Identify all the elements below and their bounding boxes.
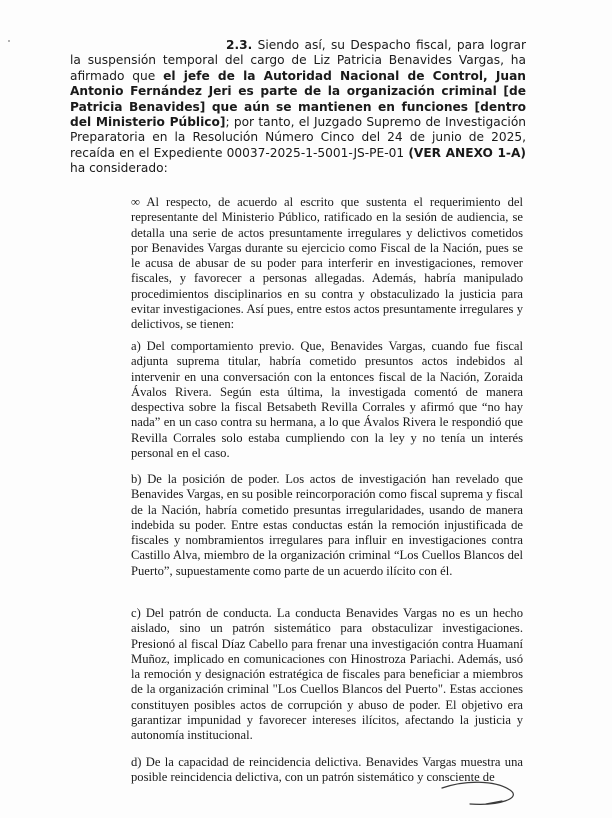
quote-paragraph-b: b) De la posición de poder. Los actos de investigación han revelado que Benavides Vargas, en su posible reincorporación como fiscal suprema y fiscal de la Nación, habría cometido presuntas irregularidades, usando de manera indebida su poder. Entre estas conductas están la remoción injustificada de fiscales y nombramientos irregulares para influir en investigaciones contra Castillo Alva, miembro de la organización criminal “Los Cuellos Blancos del Puerto”, supuestamente como parte de un acuerdo ilícito con él. xyxy=(131,472,523,578)
quote-paragraph-c: c) Del patrón de conducta. La conducta Benavides Vargas no es un hecho aislado, sino un patrón sistemático para obstaculizar investigaciones. Presionó al fiscal Díaz Cabello para frenar una investigación contra Huamaní Muñoz, implicado en comunicaciones con Hinostroza Pariachi. Además, usó la remoción y designación estratégica de fiscales para beneficiar a miembros de la organización criminal "Los Cuellos Blancos del Puerto". Estas acciones constituyen posibles actos de corrupción y abuso de poder. El objetivo era garantizar impunidad y favorecer intereses ilícitos, afectando la justicia y autonomía institucional. xyxy=(131,606,523,743)
quote-paragraph-d: d) De la capacidad de reincidencia delictiva. Benavides Vargas muestra una posible reincidencia delictiva, con un patrón sistemático y consciente de xyxy=(131,755,523,785)
intro-text-3: ha considerado: xyxy=(70,161,168,176)
intro-paragraph xyxy=(70,38,526,177)
handwritten-signature-mark xyxy=(440,774,530,814)
quote-paragraph-a: a) Del comportamiento previo. Que, Benavides Vargas, cuando fue fiscal adjunta suprema titular, habría cometido presuntos actos indebidos al intervenir en una conversación con la entonces fiscal de la Nación, Zoraida Ávalos Rivera. Según esta última, la investigada comentó de manera despectiva sobre la fiscal Betsabeth Revilla Corrales y afirmó que “no hay nada” en un caso contra su hermana, a lo que Ávalos Rivera le respondió que Revilla Corrales solo estaba cumpliendo con la ley y no tenía un interés personal en el caso. xyxy=(131,339,523,461)
margin-speck xyxy=(8,40,10,42)
section-number: 2.3. xyxy=(226,38,253,52)
quote-paragraph-intro: ∞ Al respecto, de acuerdo al escrito que sustenta el requerimiento del representante del Ministerio Público, ratificado en la sesión de audiencia, se detalla una serie de actos presuntamente irregulares y delictivos cometidos por Benavides Vargas durante su ejercicio como Fiscal de la Nación, pues se le acusa de abusar de su poder para interferir en investigaciones, remover fiscales, y favorecer a personas allegadas. Además, habría manipulado procedimientos disciplinarios en su contra y obstaculizado la justicia para evitar investigaciones. Así pues, entre estos actos presuntamente irregulares y delictivos, se tienen: xyxy=(131,195,523,332)
annex-reference: (VER ANEXO 1-A) xyxy=(408,145,526,160)
intro-bold-claim: el jefe de la Autoridad Nacional de Control, Juan Antonio Fernández Jeri es parte de la organización criminal [de Patricia Benavides] que aún se mantienen en funciones [dentro del Ministerio Público] xyxy=(70,68,526,130)
intro-text-2: ; por tanto, el Juzgado Supremo de Investigación Preparatoria en la Resolución Número Cinco del 24 de junio de 2025, recaída en el Expediente 00037-2025-1-5001-JS-PE-01 xyxy=(70,115,527,160)
intro-text-1: Siendo así, su Despacho fiscal, para lograr la suspensión temporal del cargo de Liz Patricia Benavides Vargas, ha afirmado que xyxy=(70,38,526,83)
